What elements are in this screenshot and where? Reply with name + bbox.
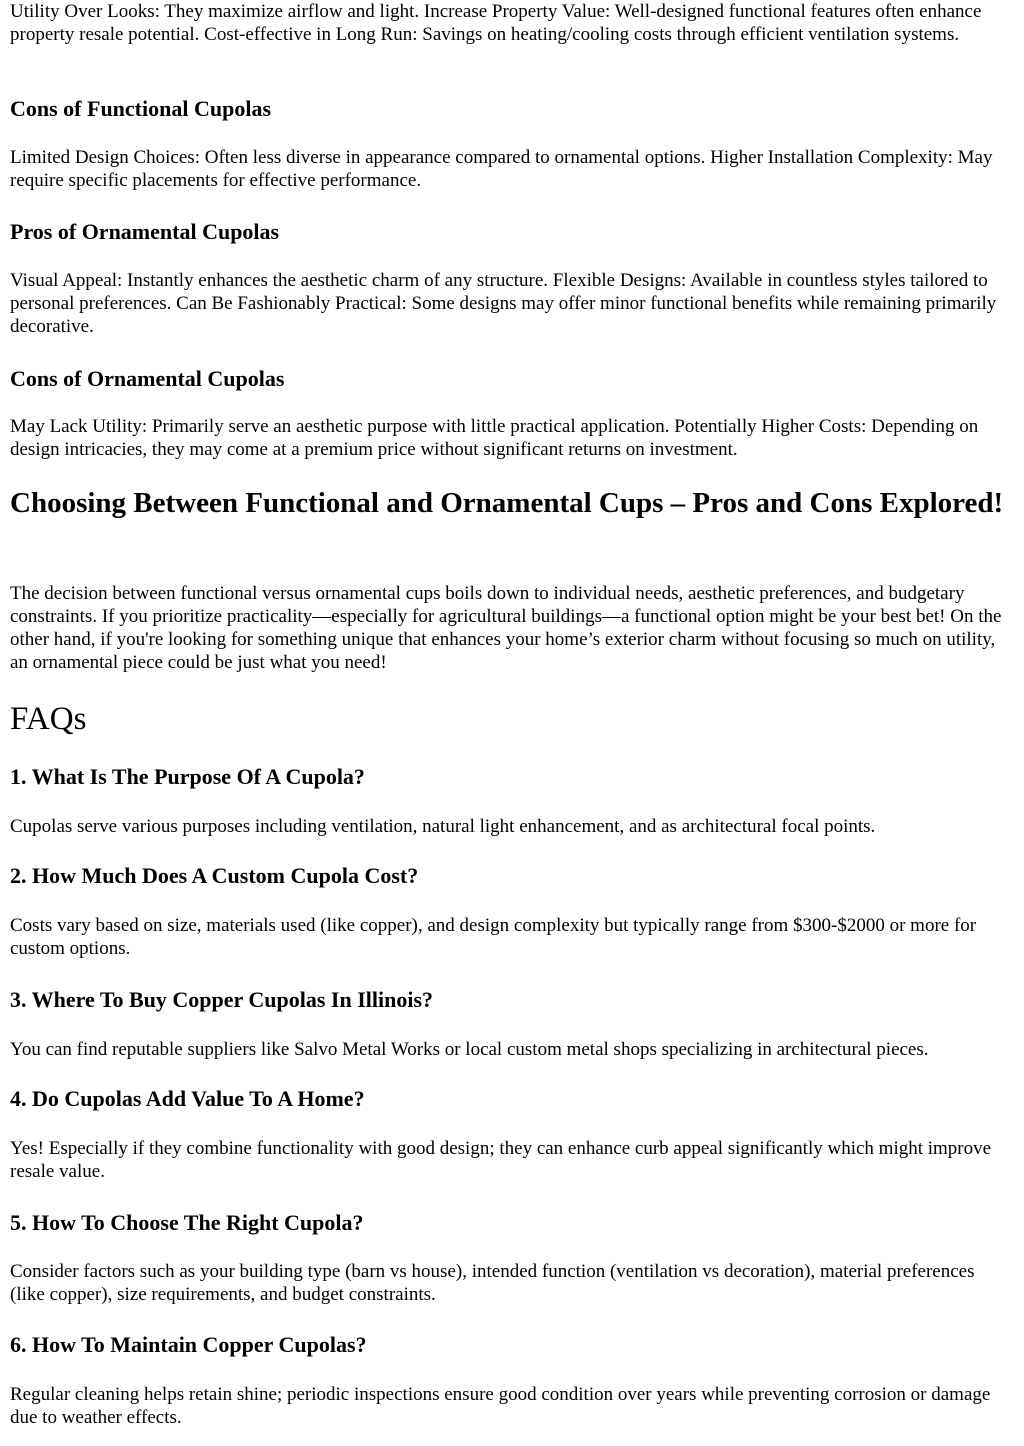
section-text-pros-ornamental: Visual Appeal: Instantly enhances the aesthetic charm of any structure. Flexible Designs: Available in countless styles tailored to personal preferences. Can Be Fashionably Practical: Some designs may offer minor functional benefits while remaining primarily decorative. (10, 270, 997, 337)
choosing-heading: Choosing Between Functional and Ornamental Cups – Pros and Cons Explored! (10, 487, 1004, 519)
faq-answer: You can find reputable suppliers like Salvo Metal Works or local custom metal shops specializing in architectural pieces. (10, 1039, 929, 1060)
section-text-cons-functional: Limited Design Choices: Often less diverse in appearance compared to ornamental options. Higher Installation Complexity: May require specific placements for effective performance. (10, 147, 993, 191)
section-heading-pros-ornamental: Pros of Ornamental Cupolas (10, 219, 280, 244)
faq-answer: Costs vary based on size, materials used (like copper), and design complexity but typically range from $300-$2000 or more for custom options. (10, 915, 977, 959)
faqs-heading: FAQs (10, 701, 87, 737)
section-heading-cons-functional: Cons of Functional Cupolas (10, 96, 272, 121)
faq-question: 4. Do Cupolas Add Value To A Home? (10, 1086, 365, 1111)
faq-answer: Cupolas serve various purposes including ventilation, natural light enhancement, and as architectural focal points. (10, 816, 876, 837)
choosing-text: The decision between functional versus ornamental cups boils down to individual needs, aesthetic preferences, and budgetary constraints. If you prioritize practicality—especially for agricultural buildings—a functional option might be your best bet! On the other hand, if you're looking for something unique that enhances your home’s exterior charm without focusing so much on utility, an ornamental piece could be just what you need! (10, 583, 1002, 673)
faq-question: 6. How To Maintain Copper Cupolas? (10, 1332, 367, 1357)
section-text-cons-ornamental: May Lack Utility: Primarily serve an aesthetic purpose with little practical application. Potentially Higher Costs: Depending on design intricacies, they may come at a premium price without significant returns on investment. (10, 416, 979, 460)
faq-question: 1. What Is The Purpose Of A Cupola? (10, 764, 365, 789)
section-heading-cons-ornamental: Cons of Ornamental Cupolas (10, 366, 285, 391)
faq-answer: Consider factors such as your building type (barn vs house), intended function (ventilation vs decoration), material preferences (like copper), size requirements, and budget constraints. (10, 1261, 975, 1305)
faq-question: 3. Where To Buy Copper Cupolas In Illinois? (10, 987, 434, 1012)
faq-answer: Yes! Especially if they combine functionality with good design; they can enhance curb appeal significantly which might improve resale value. (10, 1138, 992, 1182)
intro-paragraph: Utility Over Looks: They maximize airflow and light. Increase Property Value: Well-designed functional features often enhance property resale potential. Cost-effective in Long Run: Savings on heating/cooling costs through efficient ventilation systems. (10, 1, 982, 45)
faq-answer: Regular cleaning helps retain shine; periodic inspections ensure good condition over years while preventing corrosion or damage due to weather effects. (10, 1384, 991, 1428)
faq-question: 5. How To Choose The Right Cupola? (10, 1210, 364, 1235)
faq-question: 2. How Much Does A Custom Cupola Cost? (10, 863, 419, 888)
